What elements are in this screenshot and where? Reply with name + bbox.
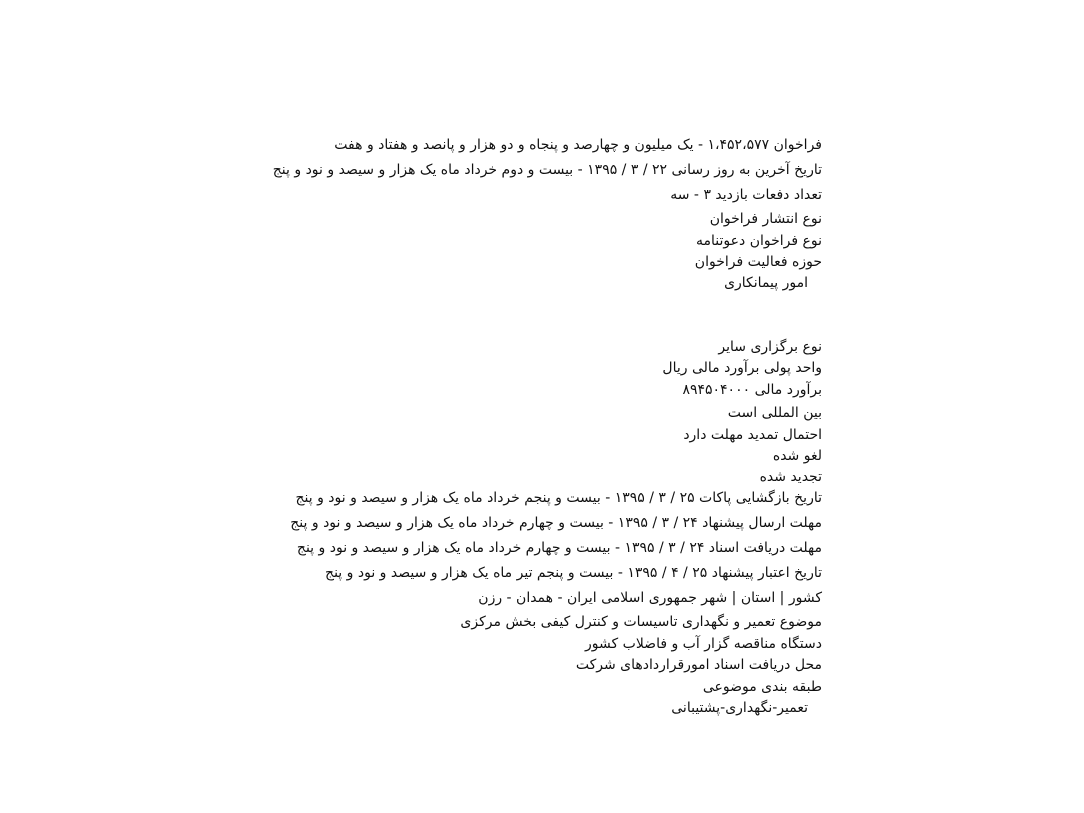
documents-location-line: محل دریافت اسناد امورقراردادهای شرکت [575,657,822,673]
financial-estimate-line: برآورد مالی ۸۹۴۵۰۴۰۰۰ [682,382,822,398]
announcement-type-line: نوع فراخوان دعوتنامه [696,233,822,249]
renewed-line: تجدید شده [759,469,822,485]
documents-deadline-line: مهلت دریافت اسناد ۲۴ / ۳ / ۱۳۹۵ - بیست و چهارم خرداد ماه یک هزار و سیصد و نود و پنج [296,540,822,556]
subject-line: موضوع تعمیر و نگهداری تاسیسات و کنترل کیفی بخش مرکزی [460,614,822,630]
proposal-deadline-line: مهلت ارسال پیشنهاد ۲۴ / ۳ / ۱۳۹۵ - بیست و چهارم خرداد ماه یک هزار و سیصد و نود و پنج [290,515,822,531]
proposal-validity-line: تاریخ اعتبار پیشنهاد ۲۵ / ۴ / ۱۳۹۵ - بیست و پنجم تیر ماه یک هزار و سیصد و نود و پنج [325,565,822,581]
announcement-number-line: فراخوان ۱،۴۵۲،۵۷۷ - یک میلیون و چهارصد و پنجاه و دو هزار و پانصد و هفتاد و هفت [334,137,822,153]
subject-classification-label: طبقه بندی موضوعی [702,679,822,695]
last-update-line: تاریخ آخرین به روز رسانی ۲۲ / ۳ / ۱۳۹۵ - بیست و دوم خرداد ماه یک هزار و سیصد و نود و پنج [272,162,822,178]
visit-count-line: تعداد دفعات بازدید ۳ - سه [670,187,822,203]
extension-possible-line: احتمال تمدید مهلت دارد [683,427,822,443]
activity-field-label: حوزه فعالیت فراخوان [694,254,822,270]
holding-type-line: نوع برگزاری سایر [718,339,822,355]
cancelled-line: لغو شده [772,448,822,464]
publication-type-line: نوع انتشار فراخوان [709,211,822,227]
international-line: بین المللی است [727,405,822,421]
activity-field-value: امور پیمانکاری [724,275,808,291]
location-line: کشور | استان | شهر جمهوری اسلامی ایران - همدان - رزن [478,590,822,606]
subject-classification-value: تعمیر-نگهداری-پشتیبانی [671,700,808,716]
tendering-organization-line: دستگاه مناقصه گزار آب و فاضلاب کشور [585,636,822,652]
currency-unit-line: واحد پولی برآورد مالی ریال [662,360,822,376]
envelope-opening-date-line: تاریخ بازگشایی پاکات ۲۵ / ۳ / ۱۳۹۵ - بیست و پنجم خرداد ماه یک هزار و سیصد و نود و پنج [295,490,822,506]
